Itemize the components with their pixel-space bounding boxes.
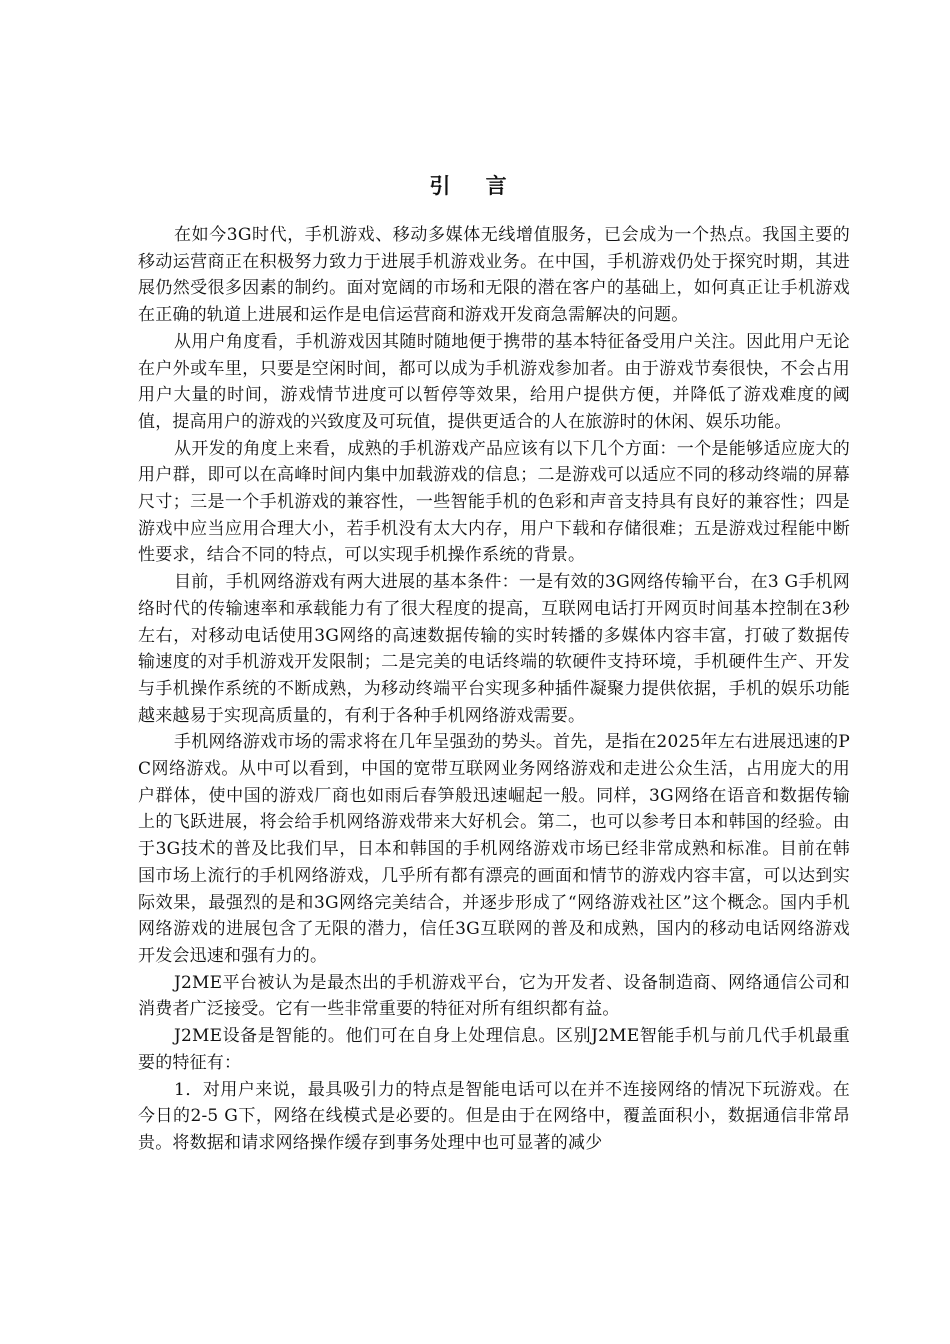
paragraph-6: J2ME平台被认为是最杰出的手机游戏平台，它为开发者、设备制造商、网络通信公司和消费者广泛接受。它有一些非常重要的特征对所有组织都有益。 xyxy=(138,972,850,1020)
paragraph-3: 从开发的角度上来看，成熟的手机游戏产品应该有以下几个方面：一个是能够适应庞大的用户群，即可以在高峰时间内集中加载游戏的信息；二是游戏可以适应不同的移动终端的屏幕尺寸；三是一个手机游戏的兼容性，一些智能手机的色彩和声音支持具有良好的兼容性；四是游戏中应当应用合理大小，若手机没有太大内存，用户下载和存储很难；五是游戏过程能中断性要求，结合不同的特点，可以实现手机操作系统的背景。 xyxy=(138,438,850,566)
page-title: 引 言 xyxy=(429,174,521,198)
paragraph-8: 1．对用户来说，最具吸引力的特点是智能电话可以在并不连接网络的情况下玩游戏。在今日的2-5 G下，网络在线模式是必要的。但是由于在网络中，覆盖面积小，数据通信非常昂贵。将数据和请求网络操作缓存到事务处理中也可显著的减少 xyxy=(138,1079,850,1153)
document-body xyxy=(138,222,850,1157)
paragraph-5: 手机网络游戏市场的需求将在几年呈强劲的势头。首先，是指在2025年左右进展迅速的PC网络游戏。从中可以看到，中国的宽带互联网业务网络游戏和走进公众生活，占用庞大的用户群体，使中国的游戏厂商也如雨后春笋般迅速崛起一般。同样，3G网络在语音和数据传输上的飞跃进展，将会给手机网络游戏带来大好机会。第二，也可以参考日本和韩国的经验。由于3G技术的普及比我们早，日本和韩国的手机网络游戏市场已经非常成熟和标准。目前在韩国市场上流行的手机网络游戏，几乎所有都有漂亮的画面和情节的游戏内容丰富，可以达到实际效果，最强烈的是和3G网络完美结合，并逐步形成了“网络游戏社区”这个概念。国内手机网络游戏的进展包含了无限的潜力，信任3G互联网的普及和成熟，国内的移动电话网络游戏开发会迅速和强有力的。 xyxy=(138,732,850,966)
paragraph-7: J2ME设备是智能的。他们可在自身上处理信息。区别J2ME智能手机与前几代手机最重要的特征有： xyxy=(138,1026,850,1073)
paragraph-2: 从用户角度看，手机游戏因其随时随地便于携带的基本特征备受用户关注。因此用户无论在户外或车里，只要是空闲时间，都可以成为手机游戏参加者。由于游戏节奏很快，不会占用用户大量的时间，游戏情节进度可以暂停等效果，给用户提供方便，并降低了游戏难度的阈值，提高用户的游戏的兴致度及可玩值，提供更适合的人在旅游时的休闲、娱乐功能。 xyxy=(138,331,850,432)
paragraph-1: 在如今3G时代，手机游戏、移动多媒体无线增值服务，已会成为一个热点。我国主要的移动运营商正在积极努力致力于进展手机游戏业务。在中国，手机游戏仍处于探究时期，其进展仍然受很多因素的制约。面对宽阔的市场和无限的潜在客户的基础上，如何真正让手机游戏在正确的轨道上进展和运作是电信运营商和游戏开发商急需解决的问题。 xyxy=(138,225,850,326)
paragraph-4: 目前，手机网络游戏有两大进展的基本条件：一是有效的3G网络传输平台，在3 G手机网络时代的传输速率和承载能力有了很大程度的提高，互联网电话打开网页时间基本控制在3秒左右，对移动电话使用3G网络的高速数据传输的实时转播的多媒体内容丰富，打破了数据传输速度的对手机游戏开发限制；二是完美的电话终端的软硬件支持环境，手机硬件生产、开发与手机操作系统的不断成熟，为移动终端平台实现多种插件凝聚力提供依据，手机的娱乐功能越来越易于实现高质量的，有利于各种手机网络游戏需要。 xyxy=(138,572,850,726)
